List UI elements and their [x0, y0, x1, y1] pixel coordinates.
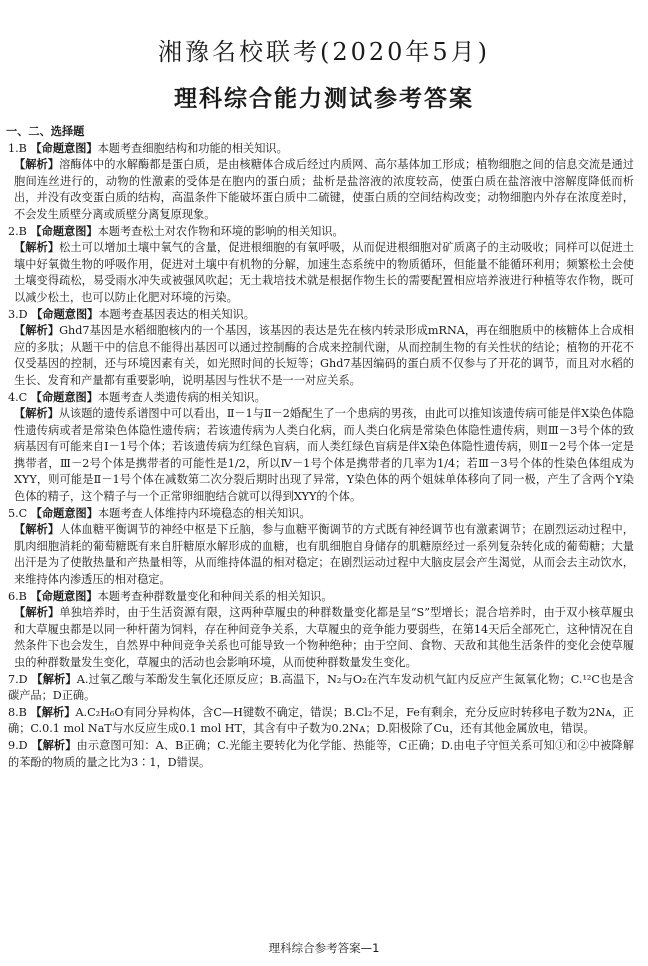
question-analysis [14, 323, 634, 389]
question-2 [0, 224, 648, 307]
analysis-label: 【解析】 [14, 324, 60, 338]
question-analysis [14, 605, 634, 671]
question-7 [8, 672, 634, 705]
analysis-text: Ghd7基因是水稻细胞核内的一个基因，该基因的表达是先在核内转录形成mRNA，再在细胞质中的核糖体上合成相应的多肽；从题干中的信息不能得出基因可以通过控制酶的合成来控制代谢，从而控制生物的有关性状的结论；植物的开花不仅受基因的控制，还与环境因素有关，如光照时间的长短等；Ghd7基因编码的蛋白质不仅参与了开花的调节，而且对水稻的生长、发育和产量都有重要影响，说明基因与性状不是一一对应关系。 [14, 324, 634, 387]
intent-label: 【命题意图】 [30, 141, 98, 155]
question-1 [0, 141, 648, 224]
question-5 [0, 506, 648, 589]
question-number: 5.C [8, 506, 28, 520]
analysis-label: 【解析】 [14, 158, 60, 172]
analysis-label: 【解析】 [31, 672, 77, 686]
intent-label: 【命题意图】 [30, 224, 98, 238]
analysis-label: 【解析】 [31, 738, 77, 752]
question-number: 3.D [8, 307, 28, 321]
question-number: 8.B [8, 705, 27, 719]
section-heading: 一、二、选择题 [6, 125, 85, 138]
intent-text: 本题考查种群数量变化和种间关系的相关知识。 [97, 589, 333, 603]
analysis-label: 【解析】 [30, 705, 76, 719]
question-number: 2.B [8, 224, 27, 238]
analysis-text: 由示意图可知：A、B正确；C.光能主要转化为化学能、热能等，C正确；D.由电子守恒关系可知①和②中被降解的苯酚的物质的量之比为3∶1，D错误。 [8, 738, 634, 769]
analysis-label: 【解析】 [14, 241, 60, 255]
analysis-text: A.C₂H₆O有同分异构体，含C—H键数不确定，错误；B.Cl₂不足，Fe有剩余，充分反应时转移电子数为2Nᴀ，正确；C.0.1 mol NaT与水反应生成0.1 mol HT，其含有中子数为0.2Nᴀ；D.阳极除了Cu，还有其他金属放电，错误。 [8, 705, 634, 736]
analysis-text: 松土可以增加土壤中氧气的含量，促进根细胞的有氧呼吸，从而促进根细胞对矿质离子的主动吸收；同样可以促进土壤中好氧微生物的呼吸作用，促进对土壤中有机物的分解，加速生态系统中的物质循环，但能量不能循环利用；频繁松土会使土壤变得疏松，易受雨水冲失或被强风吹起；无土栽培技术就是根据作物生长的需要配置相应培养液进行种植等农作物，既可以减少松土，也可以防止化肥对环境的污染。 [14, 241, 634, 304]
question-number: 4.C [8, 390, 28, 404]
exam-title: 湘豫名校联考(2020年5月) [157, 38, 491, 66]
question-number: 6.B [8, 589, 27, 603]
question-analysis [14, 240, 634, 306]
question-intent [8, 506, 648, 523]
answer-content [0, 124, 648, 771]
intent-label: 【命题意图】 [30, 390, 98, 404]
intent-label: 【命题意图】 [30, 506, 98, 520]
question-6 [0, 589, 648, 672]
question-8 [8, 705, 634, 738]
intent-text: 本题考查基因表达的相关知识。 [98, 307, 255, 321]
analysis-text: 从该题的遗传系谱图中可以看出，Ⅱ－1与Ⅱ－2婚配生了一个患病的男孩，由此可以推知该遗传病可能是伴X染色体隐性遗传病或者是常染色体隐性遗传病；若该遗传病为人类白化病，而人类白化病是常染色体隐性遗传病，则Ⅲ－3号个体的致病基因有可能来自Ⅰ－1号个体；若该遗传病为红绿色盲病，而人类红绿色盲病是伴X染色体隐性遗传病，则Ⅱ－2号个体一定是携带者，Ⅲ－2号个体是携带者的可能性是1/2，所以Ⅳ－1号个体是携带者的几率为1/4；若Ⅲ－3号个体的性染色体组成为XYY，则可能是Ⅱ－1号个体在减数第二次分裂后期时出现了异常，Y染色体的两个姐妹单体移向了同一极，产生了含两个Y染色体的精子，这个精子与一个正常卵细胞结合就可以得到XYY的个体。 [14, 407, 634, 504]
question-9 [8, 738, 634, 771]
question-intent [8, 224, 648, 241]
question-intent [8, 307, 648, 324]
question-number: 7.D [8, 672, 28, 686]
question-analysis [14, 522, 634, 588]
analysis-label: 【解析】 [14, 407, 59, 421]
question-analysis [14, 406, 634, 506]
intent-label: 【命题意图】 [30, 589, 98, 603]
question-4 [0, 390, 648, 506]
intent-text: 本题考查人体维持内环境稳态的相关知识。 [97, 506, 311, 520]
intent-text: 本题考查细胞结构和功能的相关知识。 [97, 141, 288, 155]
page-footer: 理科综合参考答案—1 [268, 941, 380, 955]
question-3 [0, 307, 648, 390]
question-number: 9.D [8, 738, 28, 752]
question-intent [8, 141, 648, 158]
analysis-label: 【解析】 [14, 606, 60, 620]
document-title: 理科综合能力测试参考答案 [174, 86, 474, 112]
intent-text: 本题考查人类遗传病的相关知识。 [97, 390, 266, 404]
intent-label: 【命题意图】 [31, 307, 99, 321]
question-analysis [14, 157, 634, 223]
analysis-text: A.过氧乙酸与苯酚发生氧化还原反应；B.高温下，N₂与O₂在汽车发动机气缸内反应产生氮氧化物；C.¹²C也是含碳产品；D正确。 [8, 672, 634, 703]
question-number: 1.B [8, 141, 27, 155]
analysis-label: 【解析】 [14, 523, 60, 537]
analysis-text: 人体血糖平衡调节的神经中枢是下丘脑，参与血糖平衡调节的方式既有神经调节也有激素调节；在剧烈运动过程中，肌肉细胞消耗的葡萄糖既有来自肝糖原水解形成的血糖，也有肌细胞自身储存的肌糖原经过一系列复杂转化成的葡萄糖；大量出汗是为了使散热量和产热量相等，从而维持体温的相对稳定；在剧烈运动过程中大脑皮层会产生渴觉，从而会去主动饮水，来维持体内渗透压的相对稳定。 [14, 523, 634, 587]
question-intent [8, 589, 648, 606]
analysis-text: 溶酶体中的水解酶都是蛋白质，是由核糖体合成后经过内质网、高尔基体加工形成；植物细胞之间的信息交流是通过胞间连丝进行的，动物的性激素的受体是在胞内的蛋白质；盐析是盐溶液的浓度较高，使蛋白质在盐溶液中溶解度降低而析出，并没有改变蛋白质的结构，高温条件下能破坏蛋白质中二硫键，使蛋白质的空间结构改变；动物细胞内外存在浓度差时，不会发生质壁分离或质壁分离复原现象。 [14, 158, 634, 221]
question-intent [8, 390, 648, 407]
analysis-text: 单独培养时，由于生活资源有限，这两种草履虫的种群数量变化都是呈“S”型增长；混合培养时，由于双小核草履虫和大草履虫都是以同一种杆菌为饲料，存在种间竞争关系，大草履虫的竞争能力要弱些，在第14天后全部死亡，这种情况在自然条件下也会发生，自然界中种间竞争关系也可能导致一个物种绝种；由于空间、食物、天敌和其他生活条件的变化会使草履虫的种群数量发生变化，草履虫的活动也会影响环境，从而使种群数量发生变化。 [14, 606, 634, 669]
intent-text: 本题考查松土对农作物和环境的影响的相关知识。 [97, 224, 344, 238]
